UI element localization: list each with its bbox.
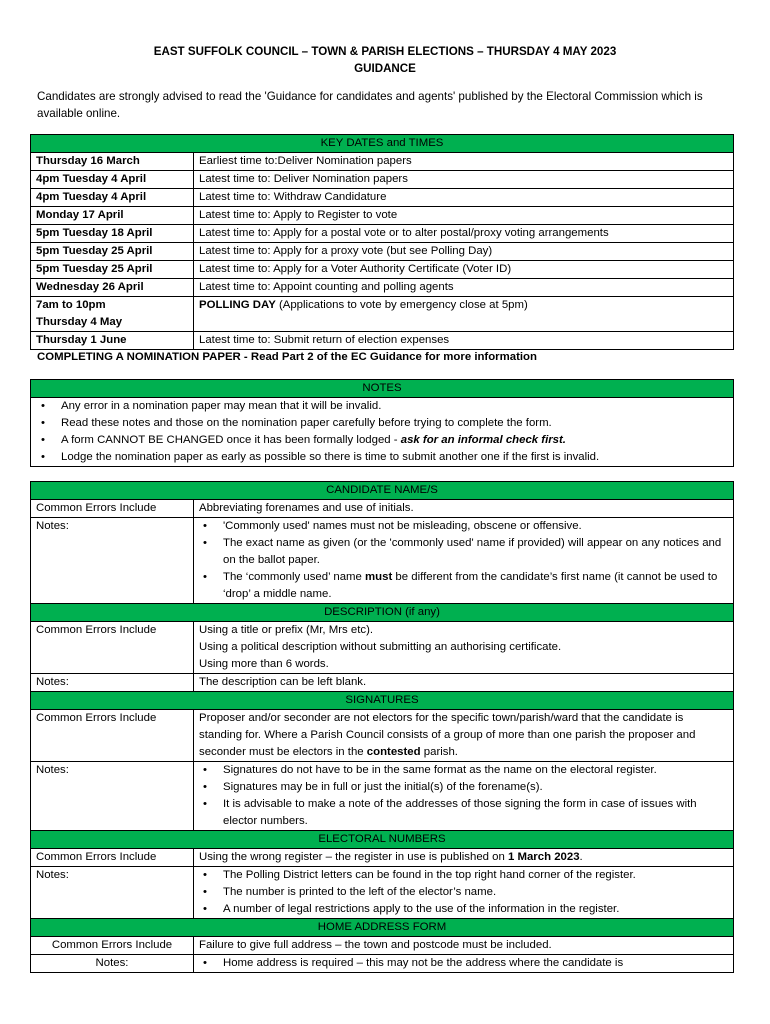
key-date: 5pm Tuesday 18 April (31, 225, 194, 243)
home-address-notes (194, 955, 734, 973)
list-item: • Lodge the nomination paper as early as possible so there is time to submit another one if the first is invalid. (37, 449, 728, 466)
intro-paragraph: Candidates are strongly advised to read the 'Guidance for candidates and agents' published by the Electoral Commission which is available online. (37, 90, 703, 120)
error-emphasis: 1 March 2023 (507, 851, 580, 863)
error-text: . (579, 851, 583, 863)
description-note: The description can be left blank. (194, 674, 734, 692)
key-date-row (31, 279, 734, 297)
key-date-text: Latest time to: Apply for a proxy vote (but see Polling Day) (194, 243, 734, 261)
notes-label: Notes: (31, 518, 194, 604)
key-date-row (31, 207, 734, 225)
description-heading: DESCRIPTION (if any) (31, 604, 734, 622)
notes-label: Notes: (31, 674, 194, 692)
key-date-row (31, 243, 734, 261)
key-date-text: Latest time to: Submit return of election expenses (194, 332, 734, 350)
list-item: • The number is printed to the left of the elector’s name. (199, 884, 728, 901)
key-date-text: Earliest time to:Deliver Nomination papers (194, 153, 734, 171)
document-subtitle: GUIDANCE (354, 62, 416, 75)
list-item: • Signatures may be in full or just the initial(s) of the forename(s). (199, 779, 728, 796)
electoral-notes (194, 867, 734, 919)
polling-day-note: (Applications to vote by emergency close at 5pm) (275, 299, 528, 311)
common-errors-label: Common Errors Include (31, 710, 194, 762)
list-item (37, 432, 728, 449)
description-errors (194, 622, 734, 674)
key-dates-table (30, 134, 734, 350)
home-address-error: Failure to give full address – the town and postcode must be included. (194, 937, 734, 955)
error-text: Proposer and/or seconder are not electors for the specific town/parish/ward that the candidate is standing for. Where a Parish Council consists of a group of more than one parish the proposer and seconder must be electors in the (199, 712, 696, 758)
signatures-error (194, 710, 734, 762)
polling-day-day: Thursday 4 May (36, 316, 123, 328)
nomination-heading: COMPLETING A NOMINATION PAPER - Read Part 2 of the EC Guidance for more information (37, 351, 537, 363)
error-text: parish. (420, 746, 458, 758)
polling-day-row (31, 297, 734, 332)
list-item-text: A form CANNOT BE CHANGED once it has been formally lodged - (61, 434, 401, 446)
list-item-emphasis: ask for an informal check first. (400, 434, 566, 446)
key-date-row (31, 261, 734, 279)
notes-list (31, 398, 734, 467)
key-date-text: Latest time to: Withdraw Candidature (194, 189, 734, 207)
list-item: • It is advisable to make a note of the addresses of those signing the form in case of issues with elector numbers. (199, 796, 728, 830)
list-item-text: The ‘commonly used’ name (223, 571, 366, 583)
common-errors-label: Common Errors Include (31, 622, 194, 674)
key-date: 4pm Tuesday 4 April (31, 171, 194, 189)
list-item-text: be different from the candidate’s first name (it cannot be used to ‘drop’ a middle name. (223, 571, 718, 600)
notes-label: Notes: (31, 867, 194, 919)
electoral-error (194, 849, 734, 867)
candidate-notes (194, 518, 734, 604)
key-date: 4pm Tuesday 4 April (31, 189, 194, 207)
signatures-notes (194, 762, 734, 831)
notes-label: Notes: (31, 762, 194, 831)
candidate-heading: CANDIDATE NAME/S (31, 482, 734, 500)
list-item: • The Polling District letters can be found in the top right hand corner of the register. (199, 867, 728, 884)
key-date-text: Latest time to: Apply for a postal vote or to alter postal/proxy voting arrangements (194, 225, 734, 243)
key-date: Monday 17 April (31, 207, 194, 225)
electoral-heading: ELECTORAL NUMBERS (31, 831, 734, 849)
key-date: 5pm Tuesday 25 April (31, 243, 194, 261)
polling-day-time: 7am to 10pm (36, 299, 106, 311)
key-date-row (31, 189, 734, 207)
key-date-row (31, 332, 734, 350)
polling-day-label: POLLING DAY (199, 299, 276, 311)
guidance-table (30, 481, 734, 973)
list-item: • Any error in a nomination paper may mean that it will be invalid. (37, 398, 728, 415)
key-date-row (31, 153, 734, 171)
key-date: Thursday 16 March (31, 153, 194, 171)
error-emphasis: contested (366, 746, 421, 758)
key-date: 5pm Tuesday 25 April (31, 261, 194, 279)
common-errors-label: Common Errors Include (31, 500, 194, 518)
notes-table (30, 379, 734, 467)
list-item: • The exact name as given (or the 'commonly used' name if provided) will appear on any notices and on the ballot paper. (199, 535, 728, 569)
polling-day-text (194, 297, 734, 332)
common-errors-label: Common Errors Include (31, 937, 194, 955)
list-item: • Signatures do not have to be in the same format as the name on the electoral register. (199, 762, 728, 779)
signatures-heading: SIGNATURES (31, 692, 734, 710)
list-item (199, 569, 728, 603)
key-date-row (31, 171, 734, 189)
list-item: • Home address is required – this may not be the address where the candidate is (199, 955, 728, 972)
key-date-text: Latest time to: Apply to Register to vote (194, 207, 734, 225)
key-date-text: Latest time to: Apply for a Voter Authority Certificate (Voter ID) (194, 261, 734, 279)
home-address-heading: HOME ADDRESS FORM (31, 919, 734, 937)
key-date: Thursday 1 June (31, 332, 194, 350)
polling-day-date (31, 297, 194, 332)
key-date-text: Latest time to: Appoint counting and polling agents (194, 279, 734, 297)
document-title: EAST SUFFOLK COUNCIL – TOWN & PARISH ELECTIONS – THURSDAY 4 MAY 2023 (153, 45, 617, 58)
list-item-emphasis: must (365, 571, 393, 583)
list-item: • A number of legal restrictions apply to the use of the information in the register. (199, 901, 728, 918)
key-date-row (31, 225, 734, 243)
common-errors-label: Common Errors Include (31, 849, 194, 867)
list-item: • 'Commonly used' names must not be misleading, obscene or offensive. (199, 518, 728, 535)
error-line: Using a political description without submitting an authorising certificate. (199, 641, 562, 653)
error-line: Using a title or prefix (Mr, Mrs etc). (199, 624, 374, 636)
error-text: Using the wrong register – the register in use is published on (199, 851, 508, 863)
key-date: Wednesday 26 April (31, 279, 194, 297)
key-date-text: Latest time to: Deliver Nomination papers (194, 171, 734, 189)
error-line: Using more than 6 words. (199, 658, 329, 670)
candidate-error: Abbreviating forenames and use of initials. (194, 500, 734, 518)
list-item: • Read these notes and those on the nomination paper carefully before trying to complete the form. (37, 415, 728, 432)
key-dates-heading: KEY DATES and TIMES (31, 135, 734, 153)
notes-heading: NOTES (31, 380, 734, 398)
notes-label: Notes: (31, 955, 194, 973)
